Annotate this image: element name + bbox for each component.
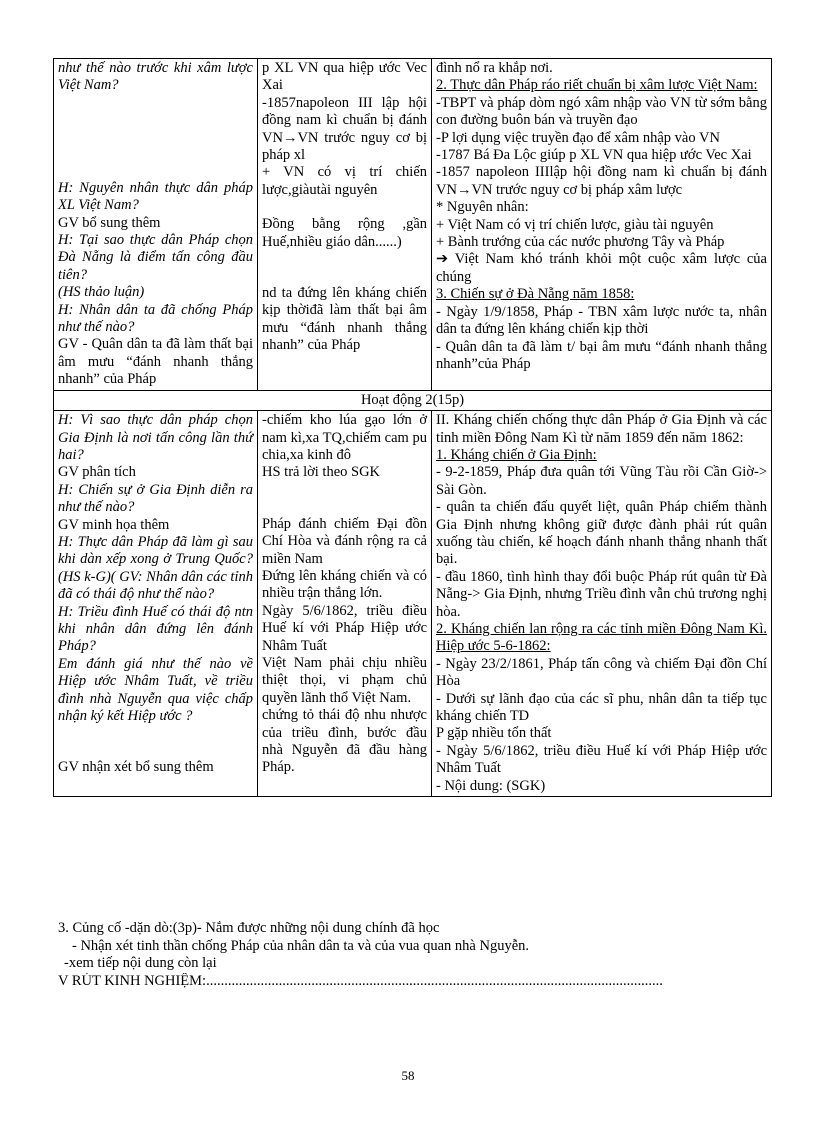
cell-text: H: Chiến sự ở Gia Định diễn ra như thế nào?	[58, 481, 253, 516]
student-answers-cell	[258, 411, 432, 797]
cell-text: - quân ta chiến đấu quyết liệt, quân Pháp chiếm thành Gia Định nhưng không giữ được đành phải rút quân xuống tàu chiến, kế hoạch đánh nhanh thắng nhanh thất bại.	[436, 499, 767, 568]
cell-text: H: Triều đình Huế có thái độ ntn khi nhân dân đứng lên đánh Pháp?	[58, 603, 253, 655]
cell-text: Đứng lên kháng chiến và có nhiều trận thắng lớn.	[262, 567, 427, 602]
cell-text: -1857 napoleon IIIlập hội đồng nam kì chuẩn bị đánh VN→VN trước nguy cơ bị pháp xâm lược	[436, 164, 767, 198]
spacer	[262, 199, 427, 216]
teacher-questions-cell	[54, 411, 258, 797]
cell-text: -1857napoleon III lập hội đồng nam kì chuẩn bị đánh VN→VN trước nguy cơ bị pháp xl	[262, 94, 427, 164]
spacer	[58, 95, 253, 129]
cell-text: H: Tại sao thực dân Pháp chọn Đà Nẵng là điểm tấn công đầu tiên?	[58, 232, 253, 283]
cell-text: H: Vì sao thực dân pháp chọn Gia Định là nơi tấn công lần thứ hai?	[58, 412, 253, 463]
cell-text: - Ngày 5/6/1862, triều điều Huế kí với Pháp Hiệp ước Nhâm Tuất	[436, 742, 767, 777]
cell-text: + Việt Nam có vị trí chiến lược, giàu tài nguyên	[436, 216, 714, 233]
table-row	[54, 411, 772, 797]
section-heading: 1. Kháng chiến ở Gia Định:	[436, 446, 597, 463]
cell-text: nd ta đứng lên kháng chiến kịp thờiđã làm thất bại âm mưu “đánh nhanh thắng nhanh” của Pháp	[262, 285, 427, 354]
student-answers-cell	[258, 59, 432, 391]
cell-text: GV phân tích	[58, 464, 136, 481]
cell-text: - Nội dung: (SGK)	[436, 777, 546, 794]
homework-line: -xem tiếp nội dung còn lại	[64, 955, 217, 971]
cell-text: - đầu 1860, tình hình thay đổi buộc Pháp rút quân từ Đà Nẵng-> Gia Định, nhưng Triều đình vẫn chủ trương nghị hòa.	[436, 568, 767, 620]
section-heading: 3. Chiến sự ở Đà Nẵng năm 1858:	[436, 286, 635, 303]
cell-text: * Nguyên nhân:	[436, 199, 529, 216]
cell-text: -1787 Bá Đa Lộc giúp p XL VN qua hiệp ước Vec Xai	[436, 147, 752, 164]
cell-text: đình nổ ra khắp nơi.	[436, 60, 553, 76]
cell-text: H: Nguyên nhân thực dân pháp XL Việt Nam?	[58, 179, 253, 214]
cell-text: - Quân dân ta đã làm t/ bại âm mưu “đánh nhanh thắng nhanh”của Pháp	[436, 338, 767, 372]
cell-text: + VN có vị trí chiến lược,giàutài nguyên	[262, 164, 427, 198]
cell-text: + Bành trướng của các nước phương Tây và Pháp	[436, 234, 725, 251]
cell-text: p XL VN qua hiệp ước Vec Xai	[262, 60, 427, 94]
cell-text: - 9-2-1859, Pháp đưa quân tới Vũng Tàu rồi Cần Giờ-> Sài Gòn.	[436, 464, 767, 498]
cell-text: H: Thực dân Pháp đã làm gì sau khi dàn xếp xong ở Trung Quốc?(HS k-G)( GV: Nhân dân các tỉnh đã có thái độ như thế nào?	[58, 533, 253, 603]
cell-text: Việt Nam phải chịu nhiều thiệt thọi, vi phạm chủ quyền lãnh thổ Việt Nam.	[262, 654, 427, 706]
cell-text: Ngày 5/6/1862, triều điều Huế kí với Pháp Hiệp ước Nhâm Tuất	[262, 602, 427, 654]
cell-text: P gặp nhiều tổn thất	[436, 725, 552, 742]
cell-text: II. Kháng chiến chống thực dân Pháp ở Gia Định và các tỉnh miền Đông Nam Kì từ năm 1859 đến năm 1862:	[436, 412, 767, 446]
cell-text: GV bổ sung thêm	[58, 214, 161, 231]
cell-text: H: Nhân dân ta đã chống Pháp như thế nào?	[58, 301, 253, 336]
lesson-content-cell	[432, 411, 772, 797]
spacer	[262, 251, 427, 285]
cell-text: ➔ Việt Nam khó tránh khỏi một cuộc xâm lược của chúng	[436, 251, 767, 285]
lesson-content-cell	[432, 59, 772, 391]
review-line: 3. Củng cố -dặn dò:(3p)- Nắm được những nội dung chính đã học	[58, 920, 440, 936]
cell-text: như thế nào trước khi xâm lược Việt Nam?	[58, 60, 253, 94]
spacer	[58, 129, 253, 163]
section-heading: 2. Kháng chiến lan rộng ra các tỉnh miền Đông Nam Kì. Hiệp ước 5-6-1862:	[436, 620, 767, 655]
table-row	[54, 59, 772, 391]
lesson-table	[53, 58, 772, 797]
cell-text: Đồng bằng rộng ,gần Huế,nhiều giáo dân......)	[262, 216, 427, 250]
cell-text: HS trả lời theo SGK	[262, 464, 381, 481]
cell-text: (HS thảo luận)	[58, 284, 145, 301]
cell-text: Pháp đánh chiếm Đại đồn Chí Hòa và đánh rộng ra cả miền Nam	[262, 515, 427, 567]
cell-text: - Ngày 1/9/1858, Pháp - TBN xâm lược nước ta, nhân dân ta đứng lên kháng chiến kịp thời	[436, 303, 767, 338]
cell-text: -P lợi dụng việc truyền đạo để xâm nhập vào VN	[436, 129, 720, 146]
cell-text: chứng tỏ thái độ nhu nhược của triều đình, bước đầu nhà Nguyễn đã đầu hàng Pháp.	[262, 707, 427, 776]
cell-text: -TBPT và pháp dòm ngó xâm nhập vào VN từ sớm bằng con đường buôn bán và truyền đạo	[436, 94, 767, 129]
teacher-questions-cell	[54, 59, 258, 391]
experience-line: V RÚT KINH NGHIỆM:..............................................................................................................................	[58, 972, 663, 989]
spacer	[262, 482, 427, 516]
cell-text: GV nhận xét bổ sung thêm	[58, 759, 214, 776]
table-row	[54, 390, 772, 410]
spacer	[58, 163, 253, 180]
cell-text: - Ngày 23/2/1861, Pháp tấn công và chiếm Đại đồn Chí Hòa	[436, 655, 767, 690]
section-heading: 2. Thực dân Pháp ráo riết chuẩn bị xâm lược Việt Nam:	[436, 77, 758, 94]
lesson-footer	[58, 920, 778, 990]
cell-text: GV minh họa thêm	[58, 516, 170, 533]
page-number: 58	[401, 1068, 415, 1083]
cell-text: Em đánh giá như thế nào về Hiệp ước Nhâm Tuất, về triều đình nhà Nguyễn qua việc chấp nhận ký kết Hiệp ước ?	[58, 655, 253, 724]
comment-line: - Nhận xét tinh thần chống Pháp của nhân dân ta và của vua quan nhà Nguyễn.	[72, 937, 530, 954]
cell-text: - Dưới sự lãnh đạo của các sĩ phu, nhân dân ta tiếp tục kháng chiến TD	[436, 690, 767, 724]
spacer	[58, 725, 253, 759]
cell-text: GV - Quân dân ta đã làm thất bại âm mưu “đánh nhanh thắng nhanh” của Pháp	[58, 336, 253, 388]
activity-header: Hoạt động 2(15p)	[54, 390, 772, 410]
cell-text: -chiếm kho lúa gạo lớn ở nam kì,xa TQ,chiếm cam pu chia,xa kinh đô	[262, 412, 427, 463]
